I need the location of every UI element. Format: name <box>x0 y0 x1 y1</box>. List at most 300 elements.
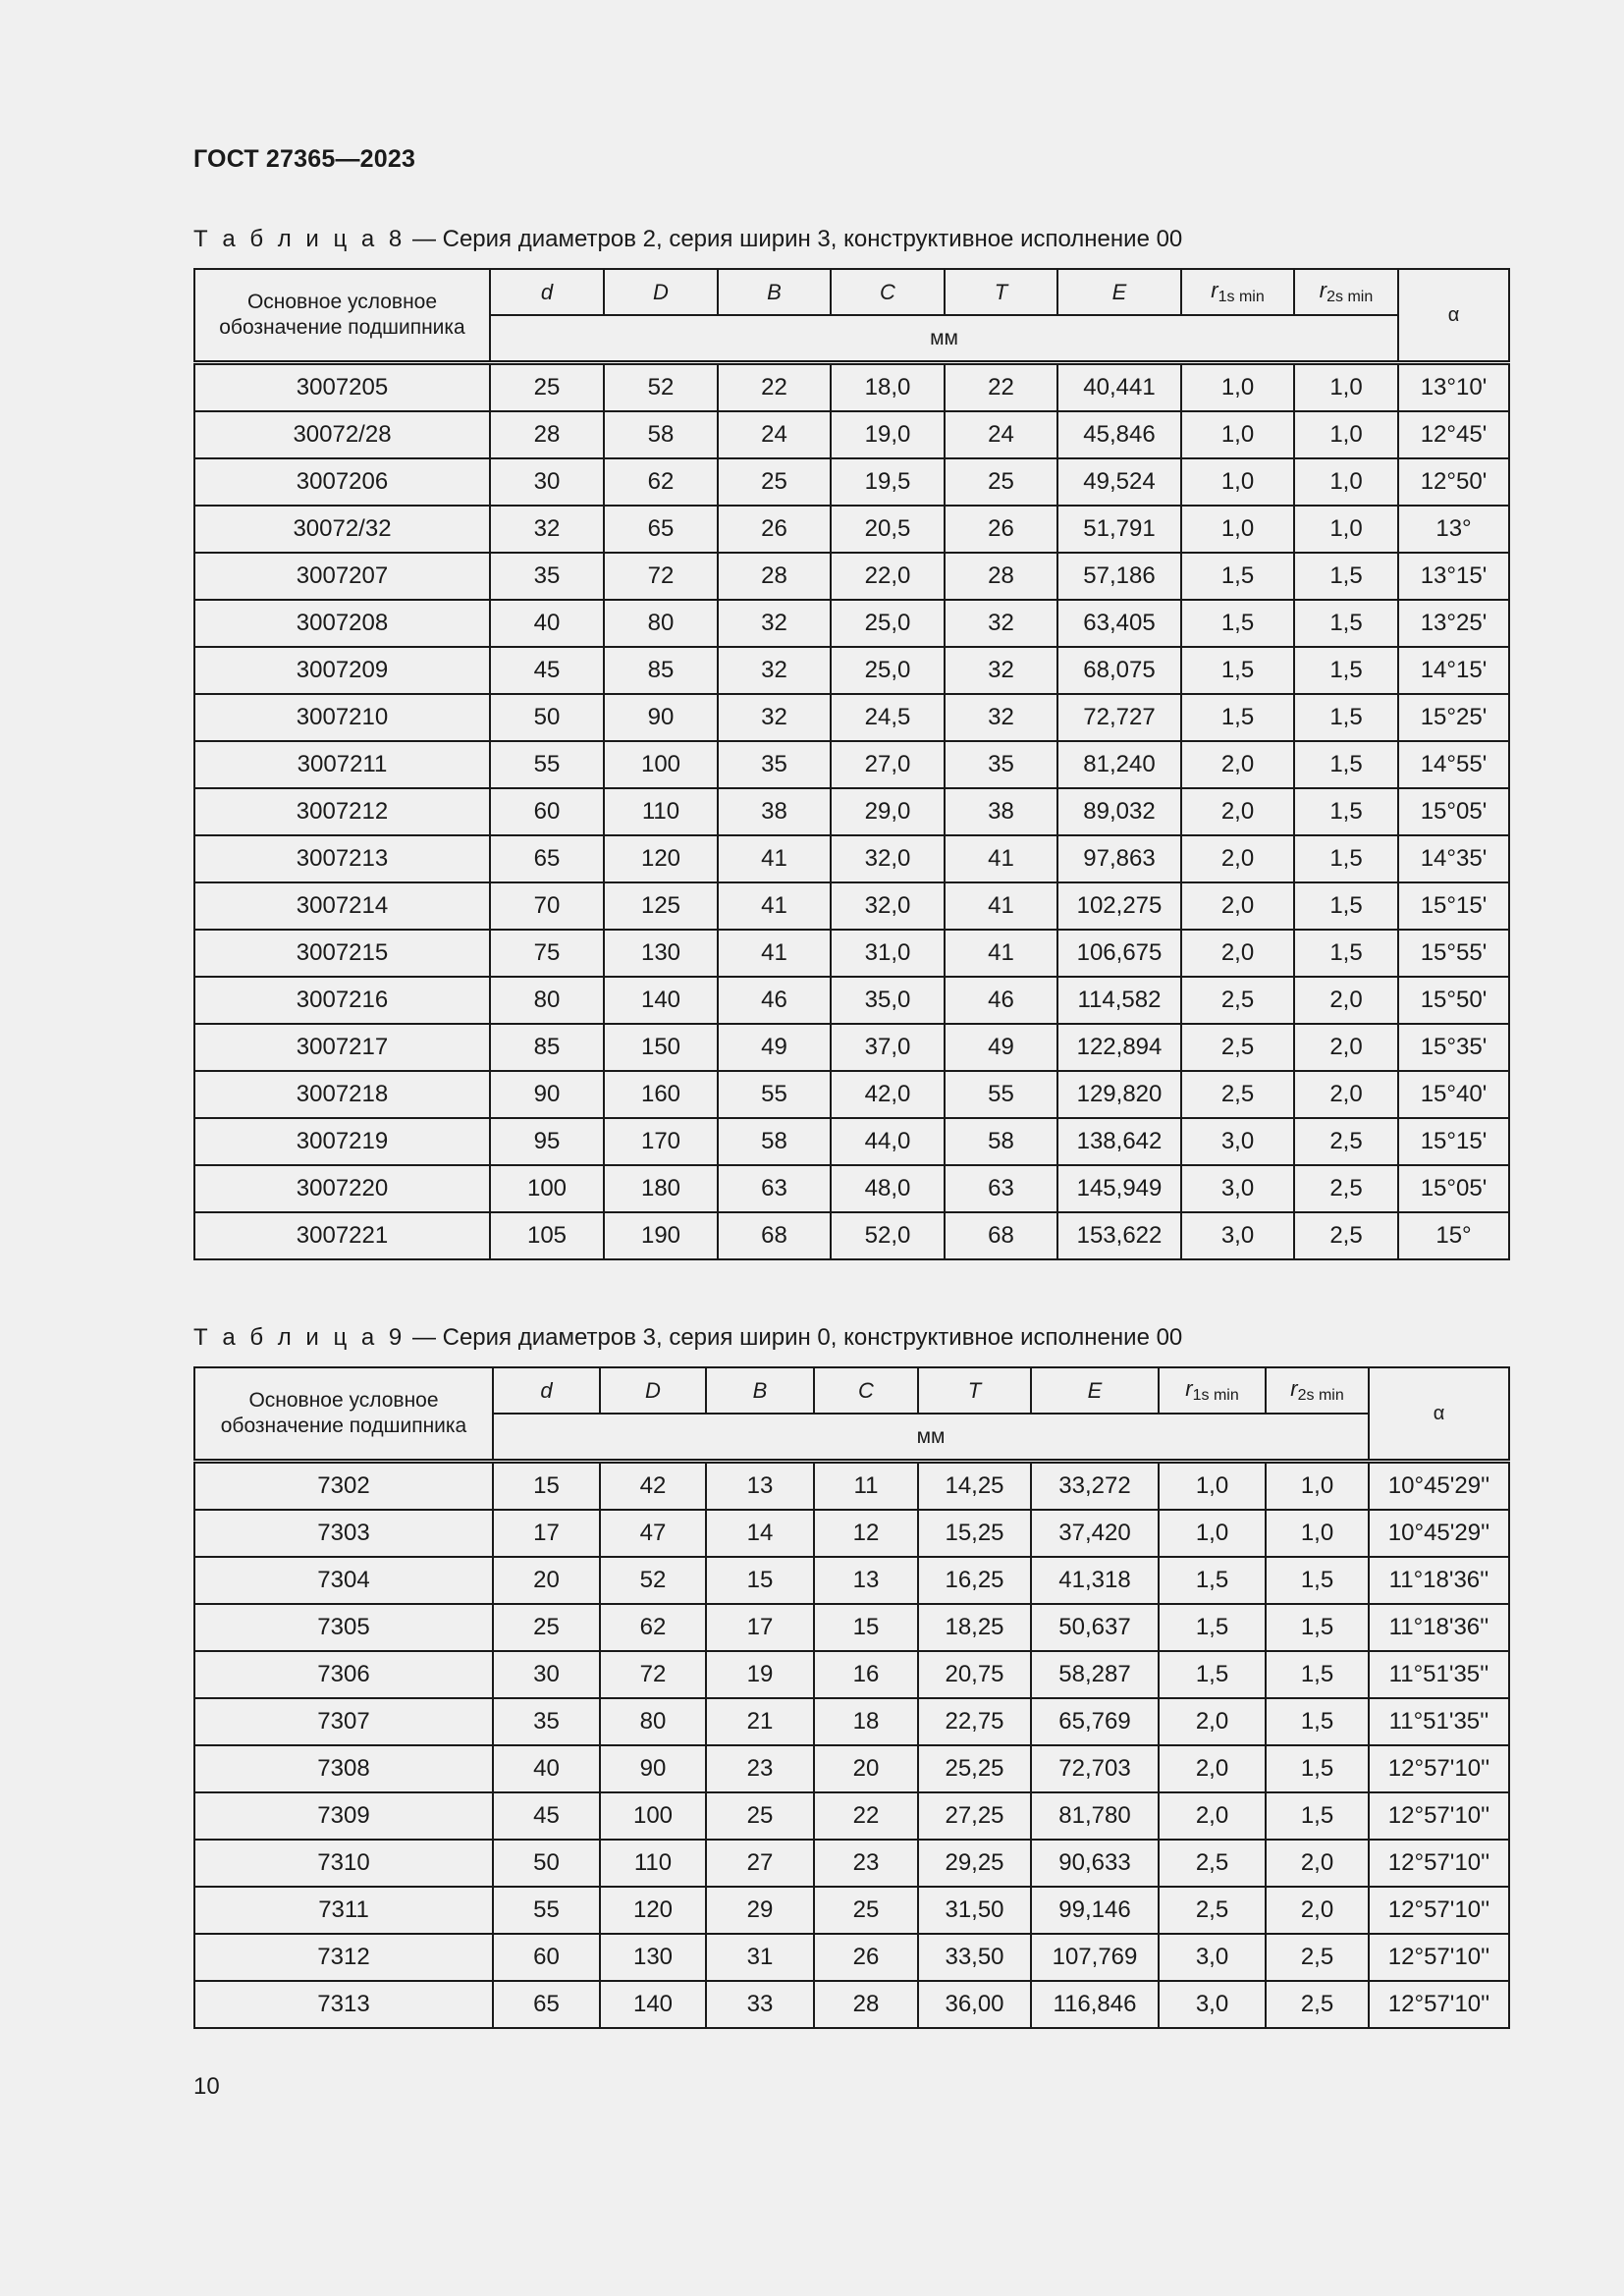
table-cell: 3,0 <box>1159 1934 1266 1981</box>
bearing-designation-cell: 3007220 <box>194 1165 490 1212</box>
table-cell: 160 <box>604 1071 718 1118</box>
table-cell: 70 <box>490 882 604 930</box>
table-cell: 44,0 <box>831 1118 945 1165</box>
table-cell: 190 <box>604 1212 718 1259</box>
table-cell: 17 <box>493 1510 600 1557</box>
table-cell: 11°18'36'' <box>1369 1604 1509 1651</box>
table-cell: 32 <box>490 506 604 553</box>
table-cell: 52,0 <box>831 1212 945 1259</box>
table-cell: 27,25 <box>918 1792 1031 1840</box>
table-cell: 26 <box>945 506 1057 553</box>
table-cell: 80 <box>604 600 718 647</box>
table-cell: 41 <box>718 882 831 930</box>
table-row <box>194 977 1509 1024</box>
table-cell: 37,0 <box>831 1024 945 1071</box>
table-cell: 29,25 <box>918 1840 1031 1887</box>
table-cell: 20,5 <box>831 506 945 553</box>
table-cell: 46 <box>945 977 1057 1024</box>
table-cell: 72 <box>600 1651 706 1698</box>
table-cell: 20,75 <box>918 1651 1031 1698</box>
table-cell: 49 <box>718 1024 831 1071</box>
col-head-r1s-min <box>1159 1367 1266 1414</box>
table-row <box>194 1024 1509 1071</box>
table-cell: 18,0 <box>831 363 945 412</box>
bearing-designation-cell: 3007209 <box>194 647 490 694</box>
table-cell: 1,5 <box>1159 1557 1266 1604</box>
table-cell: 15 <box>814 1604 918 1651</box>
table-cell: 15°35' <box>1398 1024 1509 1071</box>
table-cell: 15°55' <box>1398 930 1509 977</box>
bearing-designation-cell: 30072/28 <box>194 411 490 458</box>
table-cell: 3,0 <box>1181 1212 1294 1259</box>
table-cell: 25,0 <box>831 647 945 694</box>
table-cell: 26 <box>718 506 831 553</box>
table-cell: 52 <box>604 363 718 412</box>
table-cell: 55 <box>718 1071 831 1118</box>
col-head-designation: Основное условное обозначение подшипника <box>194 1367 493 1462</box>
table-cell: 41 <box>945 835 1057 882</box>
table-cell: 14°55' <box>1398 741 1509 788</box>
col-head-E: E <box>1057 269 1181 315</box>
table-cell: 12°50' <box>1398 458 1509 506</box>
table-cell: 130 <box>600 1934 706 1981</box>
table-cell: 1,5 <box>1266 1557 1369 1604</box>
table-cell: 55 <box>945 1071 1057 1118</box>
table-cell: 1,5 <box>1294 835 1398 882</box>
table-cell: 49,524 <box>1057 458 1181 506</box>
table-cell: 58,287 <box>1031 1651 1159 1698</box>
bearing-designation-cell: 3007216 <box>194 977 490 1024</box>
table-row <box>194 506 1509 553</box>
table-cell: 110 <box>600 1840 706 1887</box>
table-row <box>194 1887 1509 1934</box>
table-cell: 50 <box>493 1840 600 1887</box>
table-cell: 122,894 <box>1057 1024 1181 1071</box>
table-cell: 65 <box>490 835 604 882</box>
table-cell: 13° <box>1398 506 1509 553</box>
table-cell: 89,032 <box>1057 788 1181 835</box>
table-cell: 32 <box>945 694 1057 741</box>
table-row <box>194 835 1509 882</box>
table-cell: 32 <box>718 600 831 647</box>
table-cell: 2,5 <box>1181 977 1294 1024</box>
table-row <box>194 458 1509 506</box>
table-cell: 20 <box>814 1745 918 1792</box>
table-row <box>194 647 1509 694</box>
table-cell: 28 <box>945 553 1057 600</box>
table-cell: 12°57'10'' <box>1369 1887 1509 1934</box>
col-head-T: T <box>945 269 1057 315</box>
table-cell: 42 <box>600 1462 706 1511</box>
table-cell: 25,0 <box>831 600 945 647</box>
table-cell: 17 <box>706 1604 814 1651</box>
table-cell: 2,0 <box>1181 882 1294 930</box>
bearing-designation-cell: 3007219 <box>194 1118 490 1165</box>
table-cell: 10°45'29'' <box>1369 1462 1509 1511</box>
table-cell: 19 <box>706 1651 814 1698</box>
table-row <box>194 1792 1509 1840</box>
table-cell: 62 <box>604 458 718 506</box>
table-row <box>194 1604 1509 1651</box>
table-cell: 11°18'36'' <box>1369 1557 1509 1604</box>
table-cell: 2,0 <box>1266 1840 1369 1887</box>
table-cell: 32 <box>718 647 831 694</box>
table-cell: 75 <box>490 930 604 977</box>
table-cell: 100 <box>600 1792 706 1840</box>
table-cell: 19,0 <box>831 411 945 458</box>
r2-symbol: r <box>1290 1376 1298 1401</box>
table-row <box>194 553 1509 600</box>
table-cell: 15° <box>1398 1212 1509 1259</box>
bearing-designation-cell: 3007206 <box>194 458 490 506</box>
table-cell: 14°15' <box>1398 647 1509 694</box>
table-cell: 24 <box>945 411 1057 458</box>
table-cell: 63 <box>945 1165 1057 1212</box>
table-cell: 26 <box>814 1934 918 1981</box>
table-cell: 81,240 <box>1057 741 1181 788</box>
table-row <box>194 1745 1509 1792</box>
table-cell: 11 <box>814 1462 918 1511</box>
bearing-designation-cell: 7305 <box>194 1604 493 1651</box>
table-cell: 32 <box>945 600 1057 647</box>
table-cell: 81,780 <box>1031 1792 1159 1840</box>
table-cell: 1,5 <box>1294 741 1398 788</box>
table-cell: 10°45'29'' <box>1369 1510 1509 1557</box>
table-cell: 31 <box>706 1934 814 1981</box>
table-row <box>194 1557 1509 1604</box>
table-cell: 16 <box>814 1651 918 1698</box>
table-cell: 30 <box>493 1651 600 1698</box>
table-cell: 23 <box>814 1840 918 1887</box>
table-cell: 45 <box>490 647 604 694</box>
table-cell: 62 <box>600 1604 706 1651</box>
table-cell: 13 <box>814 1557 918 1604</box>
table-cell: 14°35' <box>1398 835 1509 882</box>
col-head-r2s-min <box>1294 269 1398 315</box>
table-cell: 85 <box>604 647 718 694</box>
table-cell: 102,275 <box>1057 882 1181 930</box>
table-cell: 120 <box>604 835 718 882</box>
table-cell: 41 <box>945 930 1057 977</box>
table-cell: 15 <box>706 1557 814 1604</box>
table-8-caption-text: — Серия диаметров 2, серия ширин 3, конструктивное исполнение 00 <box>406 226 1183 252</box>
table-cell: 13 <box>706 1462 814 1511</box>
table-cell: 2,5 <box>1159 1887 1266 1934</box>
bearing-designation-cell: 3007217 <box>194 1024 490 1071</box>
table-cell: 2,0 <box>1294 1024 1398 1071</box>
table-row <box>194 600 1509 647</box>
bearing-designation-cell: 7312 <box>194 1934 493 1981</box>
table-cell: 1,5 <box>1266 1792 1369 1840</box>
col-head-T: T <box>918 1367 1031 1414</box>
table-row <box>194 1118 1509 1165</box>
table-cell: 3,0 <box>1159 1981 1266 2028</box>
table-cell: 40,441 <box>1057 363 1181 412</box>
table-cell: 15°05' <box>1398 788 1509 835</box>
table-cell: 97,863 <box>1057 835 1181 882</box>
table-cell: 1,5 <box>1294 788 1398 835</box>
table-cell: 72 <box>604 553 718 600</box>
table-cell: 35,0 <box>831 977 945 1024</box>
table-cell: 140 <box>604 977 718 1024</box>
table-cell: 1,5 <box>1294 694 1398 741</box>
bearing-designation-cell: 3007212 <box>194 788 490 835</box>
table-cell: 3,0 <box>1181 1165 1294 1212</box>
table-cell: 15°15' <box>1398 1118 1509 1165</box>
table-cell: 20 <box>493 1557 600 1604</box>
table-cell: 12°57'10'' <box>1369 1981 1509 2028</box>
table-cell: 2,0 <box>1181 788 1294 835</box>
table-cell: 51,791 <box>1057 506 1181 553</box>
col-head-B: B <box>706 1367 814 1414</box>
table-cell: 106,675 <box>1057 930 1181 977</box>
table-cell: 31,0 <box>831 930 945 977</box>
bearing-designation-cell: 3007211 <box>194 741 490 788</box>
table-cell: 12°57'10'' <box>1369 1745 1509 1792</box>
table-cell: 125 <box>604 882 718 930</box>
table-cell: 23 <box>706 1745 814 1792</box>
table-cell: 29,0 <box>831 788 945 835</box>
table-cell: 1,5 <box>1294 600 1398 647</box>
table-cell: 114,582 <box>1057 977 1181 1024</box>
table-cell: 129,820 <box>1057 1071 1181 1118</box>
table-cell: 60 <box>490 788 604 835</box>
table-row <box>194 694 1509 741</box>
table-row <box>194 741 1509 788</box>
table-row <box>194 1698 1509 1745</box>
table-cell: 3,0 <box>1181 1118 1294 1165</box>
table-cell: 52 <box>600 1557 706 1604</box>
r1-symbol: r <box>1211 278 1218 302</box>
table-cell: 1,5 <box>1266 1745 1369 1792</box>
col-head-C: C <box>831 269 945 315</box>
table-cell: 25,25 <box>918 1745 1031 1792</box>
table-cell: 2,0 <box>1181 835 1294 882</box>
table-cell: 11°51'35'' <box>1369 1651 1509 1698</box>
table-cell: 1,5 <box>1294 647 1398 694</box>
table-cell: 25 <box>490 363 604 412</box>
table-cell: 27,0 <box>831 741 945 788</box>
table-cell: 49 <box>945 1024 1057 1071</box>
table-cell: 24 <box>718 411 831 458</box>
bearing-designation-cell: 3007214 <box>194 882 490 930</box>
col-head-E: E <box>1031 1367 1159 1414</box>
table-cell: 15,25 <box>918 1510 1031 1557</box>
table-cell: 13°25' <box>1398 600 1509 647</box>
table-cell: 80 <box>490 977 604 1024</box>
table-cell: 37,420 <box>1031 1510 1159 1557</box>
table-cell: 1,5 <box>1181 553 1294 600</box>
table-cell: 1,0 <box>1266 1510 1369 1557</box>
table-cell: 25 <box>706 1792 814 1840</box>
bearing-designation-cell: 3007221 <box>194 1212 490 1259</box>
table-cell: 19,5 <box>831 458 945 506</box>
table-cell: 100 <box>490 1165 604 1212</box>
unit-label: мм <box>490 315 1398 363</box>
table-cell: 33,50 <box>918 1934 1031 1981</box>
table-cell: 1,0 <box>1266 1462 1369 1511</box>
table-cell: 45,846 <box>1057 411 1181 458</box>
col-head-designation: Основное условное обозначение подшипника <box>194 269 490 363</box>
table-cell: 1,5 <box>1266 1651 1369 1698</box>
table-cell: 15 <box>493 1462 600 1511</box>
table-cell: 46 <box>718 977 831 1024</box>
table-cell: 2,0 <box>1294 1071 1398 1118</box>
table-cell: 12°45' <box>1398 411 1509 458</box>
col-head-d: d <box>490 269 604 315</box>
bearing-designation-cell: 7307 <box>194 1698 493 1745</box>
table-cell: 2,0 <box>1181 741 1294 788</box>
table-cell: 1,0 <box>1181 363 1294 412</box>
table-cell: 2,5 <box>1159 1840 1266 1887</box>
table-cell: 110 <box>604 788 718 835</box>
r1-subscript: 1s min <box>1218 289 1265 305</box>
table-cell: 28 <box>490 411 604 458</box>
bearing-designation-cell: 7313 <box>194 1981 493 2028</box>
table-cell: 33,272 <box>1031 1462 1159 1511</box>
table-cell: 58 <box>604 411 718 458</box>
bearing-designation-cell: 7311 <box>194 1887 493 1934</box>
table-cell: 13°10' <box>1398 363 1509 412</box>
table-cell: 1,5 <box>1294 930 1398 977</box>
table-cell: 153,622 <box>1057 1212 1181 1259</box>
table-cell: 22,0 <box>831 553 945 600</box>
table-cell: 2,5 <box>1294 1118 1398 1165</box>
table-cell: 58 <box>718 1118 831 1165</box>
table-cell: 12°57'10'' <box>1369 1840 1509 1887</box>
col-head-D: D <box>604 269 718 315</box>
table-cell: 1,5 <box>1181 694 1294 741</box>
table-cell: 15°50' <box>1398 977 1509 1024</box>
table-cell: 35 <box>945 741 1057 788</box>
table-row <box>194 1212 1509 1259</box>
table-cell: 12 <box>814 1510 918 1557</box>
table-cell: 18,25 <box>918 1604 1031 1651</box>
table-cell: 130 <box>604 930 718 977</box>
table-9-caption-text: — Серия диаметров 3, серия ширин 0, конструктивное исполнение 00 <box>406 1324 1183 1351</box>
bearing-designation-cell: 7303 <box>194 1510 493 1557</box>
table-cell: 28 <box>718 553 831 600</box>
table-cell: 100 <box>604 741 718 788</box>
table-cell: 2,0 <box>1266 1887 1369 1934</box>
table-cell: 2,5 <box>1181 1024 1294 1071</box>
table-row <box>194 411 1509 458</box>
table-cell: 31,50 <box>918 1887 1031 1934</box>
table-cell: 2,0 <box>1159 1792 1266 1840</box>
table-cell: 1,5 <box>1266 1604 1369 1651</box>
table-cell: 35 <box>493 1698 600 1745</box>
table-cell: 1,5 <box>1181 647 1294 694</box>
table-8-caption-label: Т а б л и ц а 8 <box>193 226 406 252</box>
table-cell: 22 <box>814 1792 918 1840</box>
table-cell: 22,75 <box>918 1698 1031 1745</box>
table-cell: 180 <box>604 1165 718 1212</box>
table-9 <box>193 1366 1510 2029</box>
table-row <box>194 1510 1509 1557</box>
table-row <box>194 1981 1509 2028</box>
table-cell: 2,5 <box>1294 1212 1398 1259</box>
bearing-designation-cell: 3007213 <box>194 835 490 882</box>
table-cell: 38 <box>718 788 831 835</box>
table-cell: 25 <box>814 1887 918 1934</box>
table-cell: 1,0 <box>1294 411 1398 458</box>
table-cell: 63,405 <box>1057 600 1181 647</box>
table-cell: 1,0 <box>1294 506 1398 553</box>
table-cell: 35 <box>490 553 604 600</box>
bearing-designation-cell: 7302 <box>194 1462 493 1511</box>
table-cell: 99,146 <box>1031 1887 1159 1934</box>
table-cell: 1,5 <box>1266 1698 1369 1745</box>
table-8 <box>193 268 1510 1260</box>
bearing-designation-cell: 3007210 <box>194 694 490 741</box>
table-cell: 21 <box>706 1698 814 1745</box>
table-cell: 42,0 <box>831 1071 945 1118</box>
table-cell: 90,633 <box>1031 1840 1159 1887</box>
table-cell: 41,318 <box>1031 1557 1159 1604</box>
table-cell: 2,0 <box>1181 930 1294 977</box>
table-row <box>194 1934 1509 1981</box>
table-row <box>194 1462 1509 1511</box>
table-cell: 48,0 <box>831 1165 945 1212</box>
r1-symbol: r <box>1185 1376 1193 1401</box>
table-9-caption-label: Т а б л и ц а 9 <box>193 1324 406 1351</box>
table-cell: 90 <box>604 694 718 741</box>
table-row <box>194 1165 1509 1212</box>
table-cell: 1,0 <box>1159 1462 1266 1511</box>
table-cell: 27 <box>706 1840 814 1887</box>
table-cell: 13°15' <box>1398 553 1509 600</box>
table-row <box>194 1651 1509 1698</box>
page-number: 10 <box>193 2073 220 2100</box>
col-head-alpha: α <box>1398 269 1509 363</box>
table-cell: 58 <box>945 1118 1057 1165</box>
table-cell: 85 <box>490 1024 604 1071</box>
table-cell: 32 <box>945 647 1057 694</box>
table-cell: 50 <box>490 694 604 741</box>
table-cell: 105 <box>490 1212 604 1259</box>
table-cell: 41 <box>718 930 831 977</box>
table-cell: 1,5 <box>1294 882 1398 930</box>
table-cell: 28 <box>814 1981 918 2028</box>
table-cell: 2,0 <box>1159 1745 1266 1792</box>
table-cell: 50,637 <box>1031 1604 1159 1651</box>
table-cell: 11°51'35'' <box>1369 1698 1509 1745</box>
bearing-designation-cell: 7309 <box>194 1792 493 1840</box>
table-cell: 120 <box>600 1887 706 1934</box>
table-cell: 38 <box>945 788 1057 835</box>
col-head-r2s-min <box>1266 1367 1369 1414</box>
r2-subscript: 2s min <box>1326 289 1374 305</box>
table-cell: 45 <box>493 1792 600 1840</box>
table-cell: 22 <box>945 363 1057 412</box>
table-cell: 1,0 <box>1294 458 1398 506</box>
table-cell: 63 <box>718 1165 831 1212</box>
table-cell: 12°57'10'' <box>1369 1934 1509 1981</box>
table-cell: 2,5 <box>1181 1071 1294 1118</box>
table-row <box>194 363 1509 412</box>
col-head-alpha: α <box>1369 1367 1509 1462</box>
table-cell: 40 <box>490 600 604 647</box>
table-cell: 55 <box>493 1887 600 1934</box>
table-cell: 40 <box>493 1745 600 1792</box>
table-cell: 68 <box>945 1212 1057 1259</box>
table-cell: 15°40' <box>1398 1071 1509 1118</box>
table-cell: 47 <box>600 1510 706 1557</box>
bearing-designation-cell: 3007218 <box>194 1071 490 1118</box>
table-cell: 41 <box>718 835 831 882</box>
table-cell: 80 <box>600 1698 706 1745</box>
table-cell: 68,075 <box>1057 647 1181 694</box>
